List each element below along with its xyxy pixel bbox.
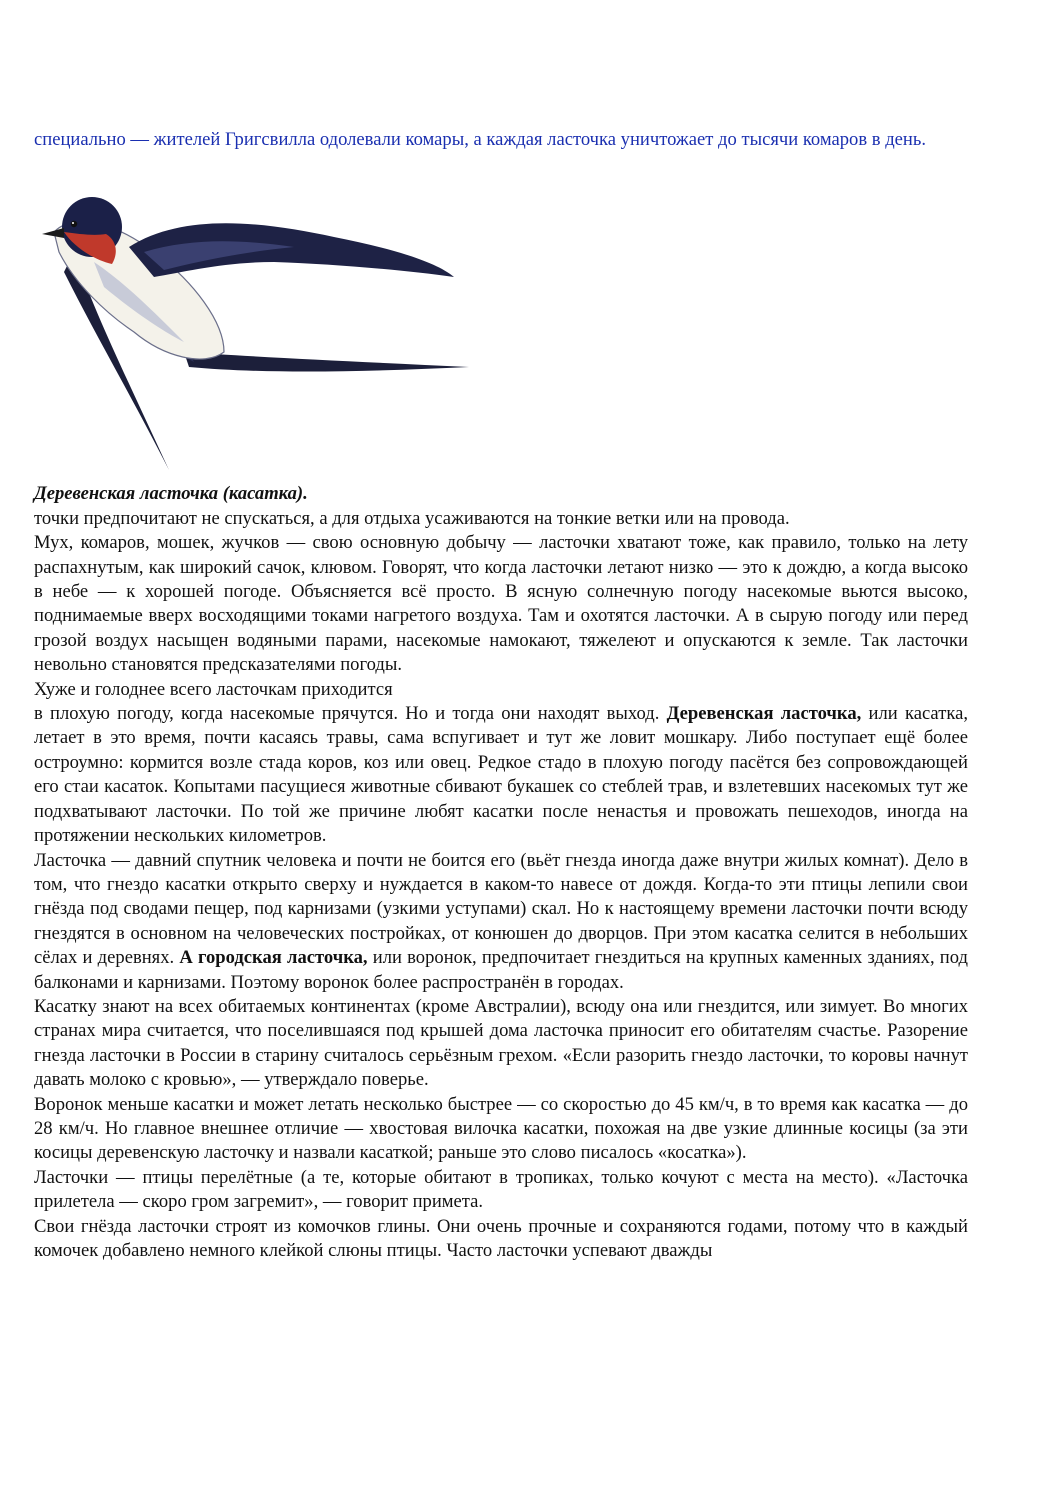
paragraph-9: Свои гнёзда ласточки строят из комочков глины. Они очень прочные и сохраняются годами, потому что в каждый комочек добавлено немного клейкой слюны птицы. Часто ласточки успевают дважды — [34, 1215, 968, 1261]
figure-caption: Деревенская ласточка (касатка). — [34, 483, 308, 505]
barn-swallow-illustration-icon — [34, 152, 474, 482]
intro-paragraph: специально — жителей Григсвилла одолевали комары, а каждая ласточка уничтожает до тысячи комаров в день. — [34, 129, 926, 150]
paragraph-6: Касатку знают на всех обитаемых континентах (кроме Австралии), всюду она или гнездится, или зимует. Во многих странах мира считается, что поселившаяся под крышей дома ласточка приносит его обитателям счастье. Разорение гнезда ласточки в России в старину считалось серьёзным грехом. «Если разорить гнездо ласточки, то коровы начнут давать молоко с кровью», — утверждало поверье. — [34, 995, 968, 1091]
paragraph-5-bold: А городская ласточка, — [179, 947, 368, 969]
paragraph-4-bold: Деревенская ласточка, — [666, 703, 862, 725]
paragraph-5-text-a: Ласточка — давний спутник человека и почти не боится его (вьёт гнезда иногда даже внутри жилых комнат). Дело в том, что гнездо касатки открыто сверху и нуждается в каком-то навесе от дождя. Когда-то эти птицы лепили свои гнёзда под сводами пещер, под карнизами (узкими уступами) скал. Но к настоящему времени ласточки почти всюду гнездятся в основном на человеческих постройках, от конюшен до дворцов. При этом касатка селится в небольших сёлах и деревнях. — [34, 849, 968, 969]
paragraph-5 — [34, 849, 968, 995]
swallow-figure — [34, 152, 474, 482]
document-page — [34, 128, 968, 1263]
paragraph-4-text-b: или касатка, летает в это время, почти касаясь травы, сама вспугивает и тут же ловит мошкару. Либо поступает ещё более остроумно: кормится возле стада коров, коз или овец. Редкое стадо в плохую погоду пасётся без сопровождающей его стаи касаток. Копытами пасущиеся животные сбивают букашек со стеблей трав, и взлетевших насекомых тут же подхватывают ласточки. По той же причине любят касатки после ненастья и провожать пешеходов, иногда на протяжении нескольких километров. — [34, 703, 968, 847]
paragraph-4-text-a: в плохую погоду, когда насекомые прячутся. Но и тогда они находят выход. — [34, 703, 667, 725]
paragraph-5-text-b: или воронок, предпочитает гнездиться на крупных каменных зданиях, под балконами и карнизами. Поэтому воронок более распространён в городах. — [34, 947, 968, 993]
paragraph-1: точки предпочитают не спускаться, а для отдыха усаживаются на тонкие ветки или на провода. — [34, 507, 790, 529]
paragraph-4 — [34, 702, 968, 848]
paragraph-8: Ласточки — птицы перелётные (а те, которые обитают в тропиках, только кочуют с места на место). «Ласточка прилетела — скоро гром загремит», — говорит примета. — [34, 1166, 968, 1213]
paragraph-7: Воронок меньше касатки и может летать несколько быстрее — со скоростью до 45 км/ч, в то время как касатка — до 28 км/ч. Но главное внешнее отличие — хвостовая вилочка касатки, похожая на две узкие длинные косицы (за эти косицы деревенскую ласточку и назвали касаткой; раньше это слово писалось «косатка»). — [34, 1093, 968, 1164]
paragraph-3: Хуже и голоднее всего ласточкам приходится — [34, 678, 393, 700]
paragraph-2: Мух, комаров, мошек, жучков — свою основную добычу — ласточки хватают тоже, как правило, только на лету распахнутым, как широкий сачок, клювом. Говорят, что когда ласточки летают низко — это к дождю, а когда высоко в небе — к хорошей погоде. Объясняется всё просто. В ясную солнечную погоду насекомые вьются высоко, поднимаемые вверх восходящими токами нагретого воздуха. Там и охотятся ласточки. А в сырую погоду или перед грозой воздух насыщен водяными парами, насекомые намокают, тяжелеют и опускаются к земле. Так ласточки невольно становятся предсказателями погоды. — [34, 532, 968, 676]
